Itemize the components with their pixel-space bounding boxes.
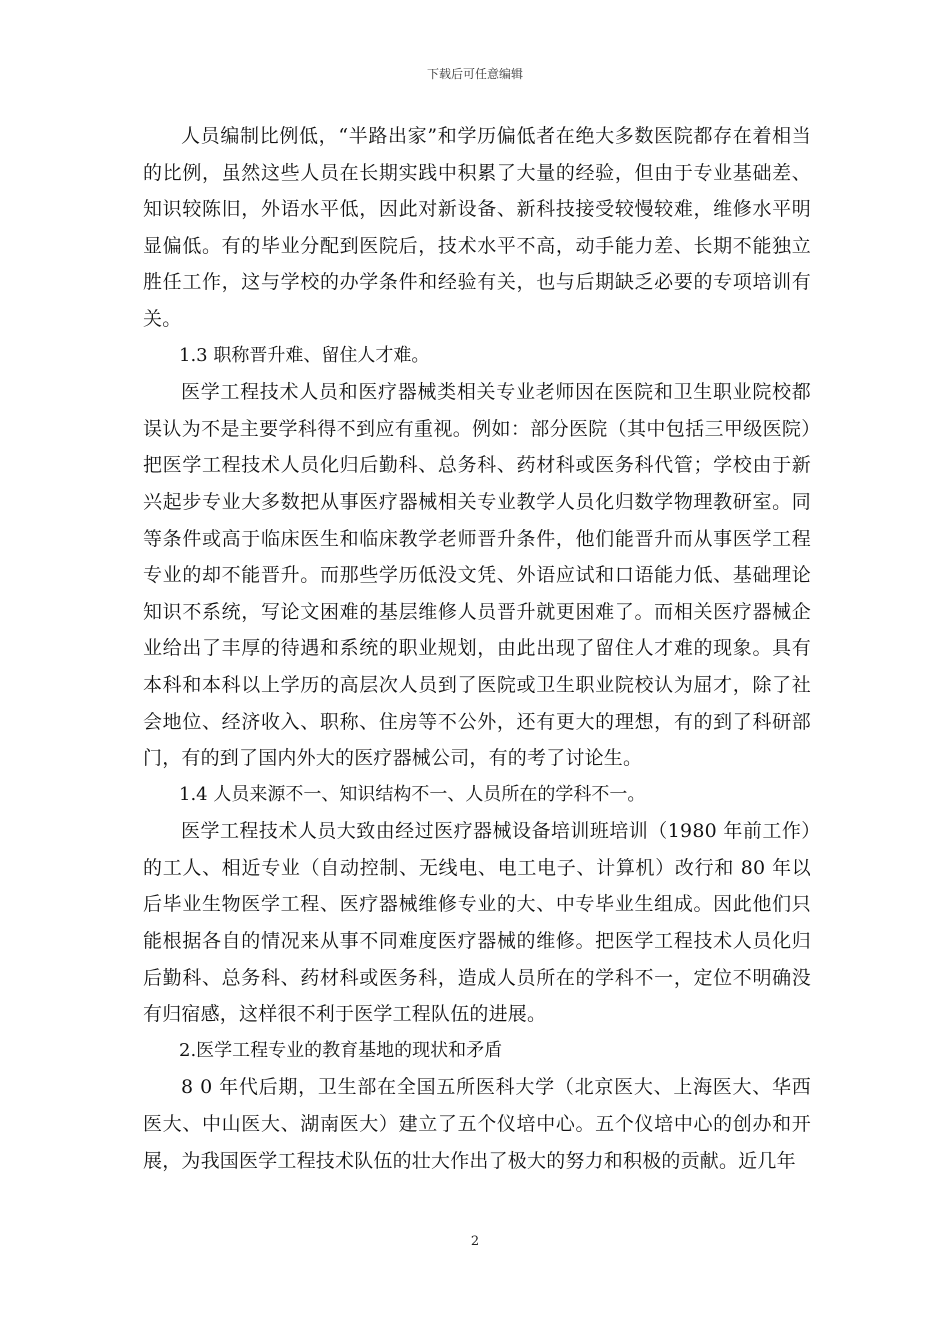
section-heading-2: 2.医学工程专业的教育基地的现状和矛盾: [179, 1039, 503, 1061]
section-heading-1-4: 1.4 人员来源不一、知识结构不一、人员所在的学科不一。: [179, 783, 646, 805]
document-body: [143, 118, 811, 1179]
paragraph-sources: 医学工程技术人员大致由经过医疗器械设备培训班培训（1980 年前工作）的工人、相近专业（自动控制、无线电、电工电子、计算机）改行和 80 年以后毕业生物医学工程、医疗器械维修专业的大、中专毕业生组成。因此他们只能根据各自的情况来从事不同难度医疗器械的维修。把医学工程技术人员化归后勤科、总务科、药材科或医务科，造成人员所在的学科不一，定位不明确没有归宿感，这样很不利于医学工程队伍的进展。: [143, 820, 811, 1026]
section-heading-1-3: 1.3 职称晋升难、留住人才难。: [179, 344, 430, 366]
page-number: 2: [470, 1234, 480, 1249]
paragraph-staffing: 人员编制比例低，“半路出家”和学历偏低者在绝大多数医院都存在着相当的比例，虽然这些人员在长期实践中积累了大量的经验，但由于专业基础差、知识较陈旧，外语水平低，因此对新设备、新科技接受较慢较难，维修水平明显偏低。有的毕业分配到医院后，技术水平不高，动手能力差、长期不能独立胜任工作，这与学校的办学条件和经验有关，也与后期缺乏必要的专项培训有关。: [143, 125, 811, 330]
paragraph-promotion: 医学工程技术人员和医疗器械类相关专业老师因在医院和卫生职业院校都误认为不是主要学科得不到应有重视。例如：部分医院（其中包括三甲级医院）把医学工程技术人员化归后勤科、总务科、药材科或医务科代管；学校由于新兴起步专业大多数把从事医疗器械相关专业教学人员化归数学物理教研室。同等条件或高于临床医生和临床教学老师晋升条件，他们能晋升而从事医学工程专业的却不能晋升。而那些学历低没文凭、外语应试和口语能力低、基础理论知识不系统，写论文困难的基层维修人员晋升就更困难了。而相关医疗器械企业给出了丰厚的待遇和系统的职业规划，由此出现了留住人才难的现象。具有本科和本科以上学历的高层次人员到了医院或卫生职业院校认为屈才，除了社会地位、经济收入、职称、住房等不公外，还有更大的理想，有的到了科研部门，有的到了国内外大的医疗器械公司，有的考了讨论生。: [143, 381, 811, 770]
page-header: 下载后可任意编辑: [426, 67, 523, 81]
paragraph-education-base: 8 0 年代后期，卫生部在全国五所医科大学（北京医大、上海医大、华西医大、中山医大、湖南医大）建立了五个仪培中心。五个仪培中心的创办和开展，为我国医学工程技术队伍的壮大作出了极大的努力和积极的贡献。近几年: [143, 1076, 811, 1172]
